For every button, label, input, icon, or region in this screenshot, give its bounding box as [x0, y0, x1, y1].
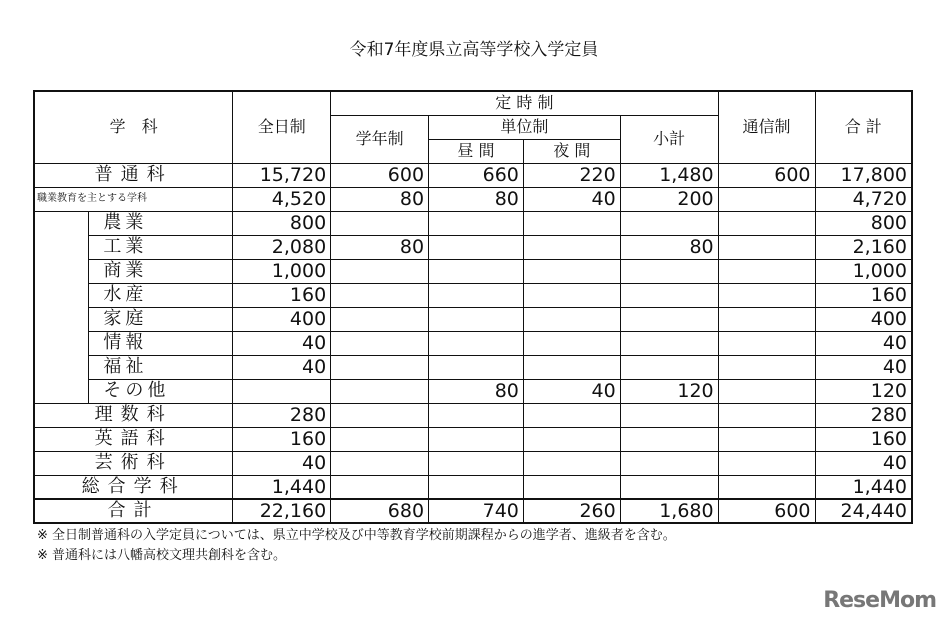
value-cell: 4,720 [815, 187, 912, 211]
value-cell [620, 475, 718, 499]
value-cell: 120 [815, 379, 912, 403]
value-cell: 280 [815, 403, 912, 427]
value-cell [429, 355, 524, 379]
value-cell [718, 475, 815, 499]
value-cell: 160 [233, 283, 331, 307]
value-cell: 1,480 [620, 163, 718, 187]
value-cell [331, 475, 429, 499]
value-cell [620, 211, 718, 235]
value-cell: 24,440 [815, 499, 912, 523]
value-cell [523, 235, 620, 259]
value-cell [718, 451, 815, 475]
value-cell [429, 307, 524, 331]
row-label: 商業 [89, 259, 233, 283]
enrollment-table [33, 90, 913, 524]
value-cell [429, 475, 524, 499]
value-cell: 260 [523, 499, 620, 523]
value-cell: 800 [233, 211, 331, 235]
table-row [34, 475, 912, 499]
value-cell: 40 [523, 187, 620, 211]
value-cell: 15,720 [233, 163, 331, 187]
table-row [34, 379, 912, 403]
value-cell: 4,520 [233, 187, 331, 211]
resemom-logo: ReseMom [823, 588, 936, 613]
header-teiji: 定 時 制 [331, 91, 718, 115]
indent-cell [34, 211, 89, 235]
value-cell [331, 427, 429, 451]
table-row [34, 283, 912, 307]
row-label: 英語科 [34, 427, 233, 451]
value-cell [718, 379, 815, 403]
indent-cell [34, 331, 89, 355]
row-label: 工業 [89, 235, 233, 259]
value-cell [620, 451, 718, 475]
value-cell [620, 283, 718, 307]
value-cell [331, 331, 429, 355]
value-cell [523, 475, 620, 499]
value-cell [523, 211, 620, 235]
header-yoru: 夜 間 [523, 139, 620, 163]
indent-cell [34, 355, 89, 379]
header-tani: 単位制 [429, 115, 621, 139]
row-label: 職業教育を主とする学科 [34, 187, 233, 211]
value-cell: 200 [620, 187, 718, 211]
row-label: 普通科 [34, 163, 233, 187]
value-cell: 2,080 [233, 235, 331, 259]
value-cell [620, 259, 718, 283]
header-zennichi: 全日制 [233, 91, 331, 163]
row-label: 合計 [34, 499, 233, 523]
value-cell: 80 [331, 235, 429, 259]
value-cell [523, 283, 620, 307]
value-cell: 680 [331, 499, 429, 523]
value-cell: 80 [620, 235, 718, 259]
value-cell [523, 451, 620, 475]
header-tsushin: 通信制 [718, 91, 815, 163]
page-title: 令和7年度県立高等学校入学定員 [349, 40, 599, 60]
row-label: 芸術科 [34, 451, 233, 475]
table-row [34, 427, 912, 451]
value-cell [523, 307, 620, 331]
value-cell [718, 331, 815, 355]
value-cell: 1,440 [233, 475, 331, 499]
value-cell [718, 355, 815, 379]
value-cell: 120 [620, 379, 718, 403]
value-cell [718, 211, 815, 235]
table-row [34, 259, 912, 283]
value-cell: 2,160 [815, 235, 912, 259]
value-cell: 40 [523, 379, 620, 403]
value-cell: 660 [429, 163, 524, 187]
value-cell: 160 [233, 427, 331, 451]
value-cell [523, 427, 620, 451]
table-row [34, 403, 912, 427]
header-total: 合 計 [815, 91, 912, 163]
value-cell: 600 [718, 499, 815, 523]
value-cell: 160 [815, 427, 912, 451]
value-cell [429, 451, 524, 475]
row-label: 理数科 [34, 403, 233, 427]
indent-cell [34, 235, 89, 259]
value-cell [718, 307, 815, 331]
value-cell: 40 [815, 451, 912, 475]
value-cell: 40 [815, 331, 912, 355]
value-cell [331, 283, 429, 307]
value-cell [620, 403, 718, 427]
indent-cell [34, 379, 89, 403]
value-cell [331, 451, 429, 475]
value-cell [331, 211, 429, 235]
row-label: 情報 [89, 331, 233, 355]
value-cell [718, 259, 815, 283]
value-cell [718, 283, 815, 307]
value-cell [429, 427, 524, 451]
table-wrapper [33, 90, 913, 564]
header-gakunen: 学年制 [331, 115, 429, 163]
note-2: ※ 普通科には八幡高校文理共創科を含む。 [37, 548, 287, 563]
table-row [34, 235, 912, 259]
value-cell [429, 235, 524, 259]
note-1: ※ 全日制普通科の入学定員については、県立中学校及び中等教育学校前期課程からの進学者、進級者を含む。 [37, 528, 676, 543]
table-row [34, 355, 912, 379]
value-cell: 1,680 [620, 499, 718, 523]
value-cell: 1,000 [815, 259, 912, 283]
value-cell: 1,440 [815, 475, 912, 499]
value-cell [523, 331, 620, 355]
value-cell: 400 [815, 307, 912, 331]
value-cell [331, 403, 429, 427]
row-label: 農業 [89, 211, 233, 235]
value-cell [233, 379, 331, 403]
header-hiruma: 昼 間 [429, 139, 524, 163]
table-row [34, 451, 912, 475]
value-cell: 160 [815, 283, 912, 307]
indent-cell [34, 283, 89, 307]
value-cell: 17,800 [815, 163, 912, 187]
value-cell: 40 [233, 331, 331, 355]
value-cell: 280 [233, 403, 331, 427]
row-label: 総合学科 [34, 475, 233, 499]
table-row [34, 211, 912, 235]
value-cell: 80 [429, 379, 524, 403]
row-label: 福祉 [89, 355, 233, 379]
value-cell: 1,000 [233, 259, 331, 283]
value-cell [620, 355, 718, 379]
value-cell [429, 211, 524, 235]
value-cell [718, 427, 815, 451]
value-cell [429, 403, 524, 427]
table-row [34, 499, 912, 523]
table-row [34, 163, 912, 187]
value-cell: 740 [429, 499, 524, 523]
value-cell [331, 307, 429, 331]
value-cell [620, 427, 718, 451]
value-cell: 40 [815, 355, 912, 379]
value-cell [331, 259, 429, 283]
value-cell [620, 307, 718, 331]
header-subject: 学 科 [34, 91, 233, 163]
value-cell: 800 [815, 211, 912, 235]
indent-cell [34, 307, 89, 331]
value-cell [620, 331, 718, 355]
value-cell [523, 355, 620, 379]
value-cell: 22,160 [233, 499, 331, 523]
row-label: その他 [89, 379, 233, 403]
value-cell [429, 331, 524, 355]
value-cell [523, 259, 620, 283]
indent-cell [34, 259, 89, 283]
value-cell: 80 [331, 187, 429, 211]
value-cell: 40 [233, 451, 331, 475]
value-cell [523, 403, 620, 427]
header-subtotal: 小計 [620, 115, 718, 163]
row-label: 水産 [89, 283, 233, 307]
row-label: 家庭 [89, 307, 233, 331]
value-cell: 600 [331, 163, 429, 187]
value-cell [718, 403, 815, 427]
value-cell [331, 355, 429, 379]
value-cell [429, 283, 524, 307]
table-row [34, 307, 912, 331]
value-cell [718, 235, 815, 259]
value-cell [331, 379, 429, 403]
value-cell: 220 [523, 163, 620, 187]
table-row [34, 331, 912, 355]
value-cell [718, 187, 815, 211]
value-cell: 600 [718, 163, 815, 187]
value-cell: 80 [429, 187, 524, 211]
value-cell: 400 [233, 307, 331, 331]
table-row [34, 187, 912, 211]
value-cell: 40 [233, 355, 331, 379]
value-cell [429, 259, 524, 283]
